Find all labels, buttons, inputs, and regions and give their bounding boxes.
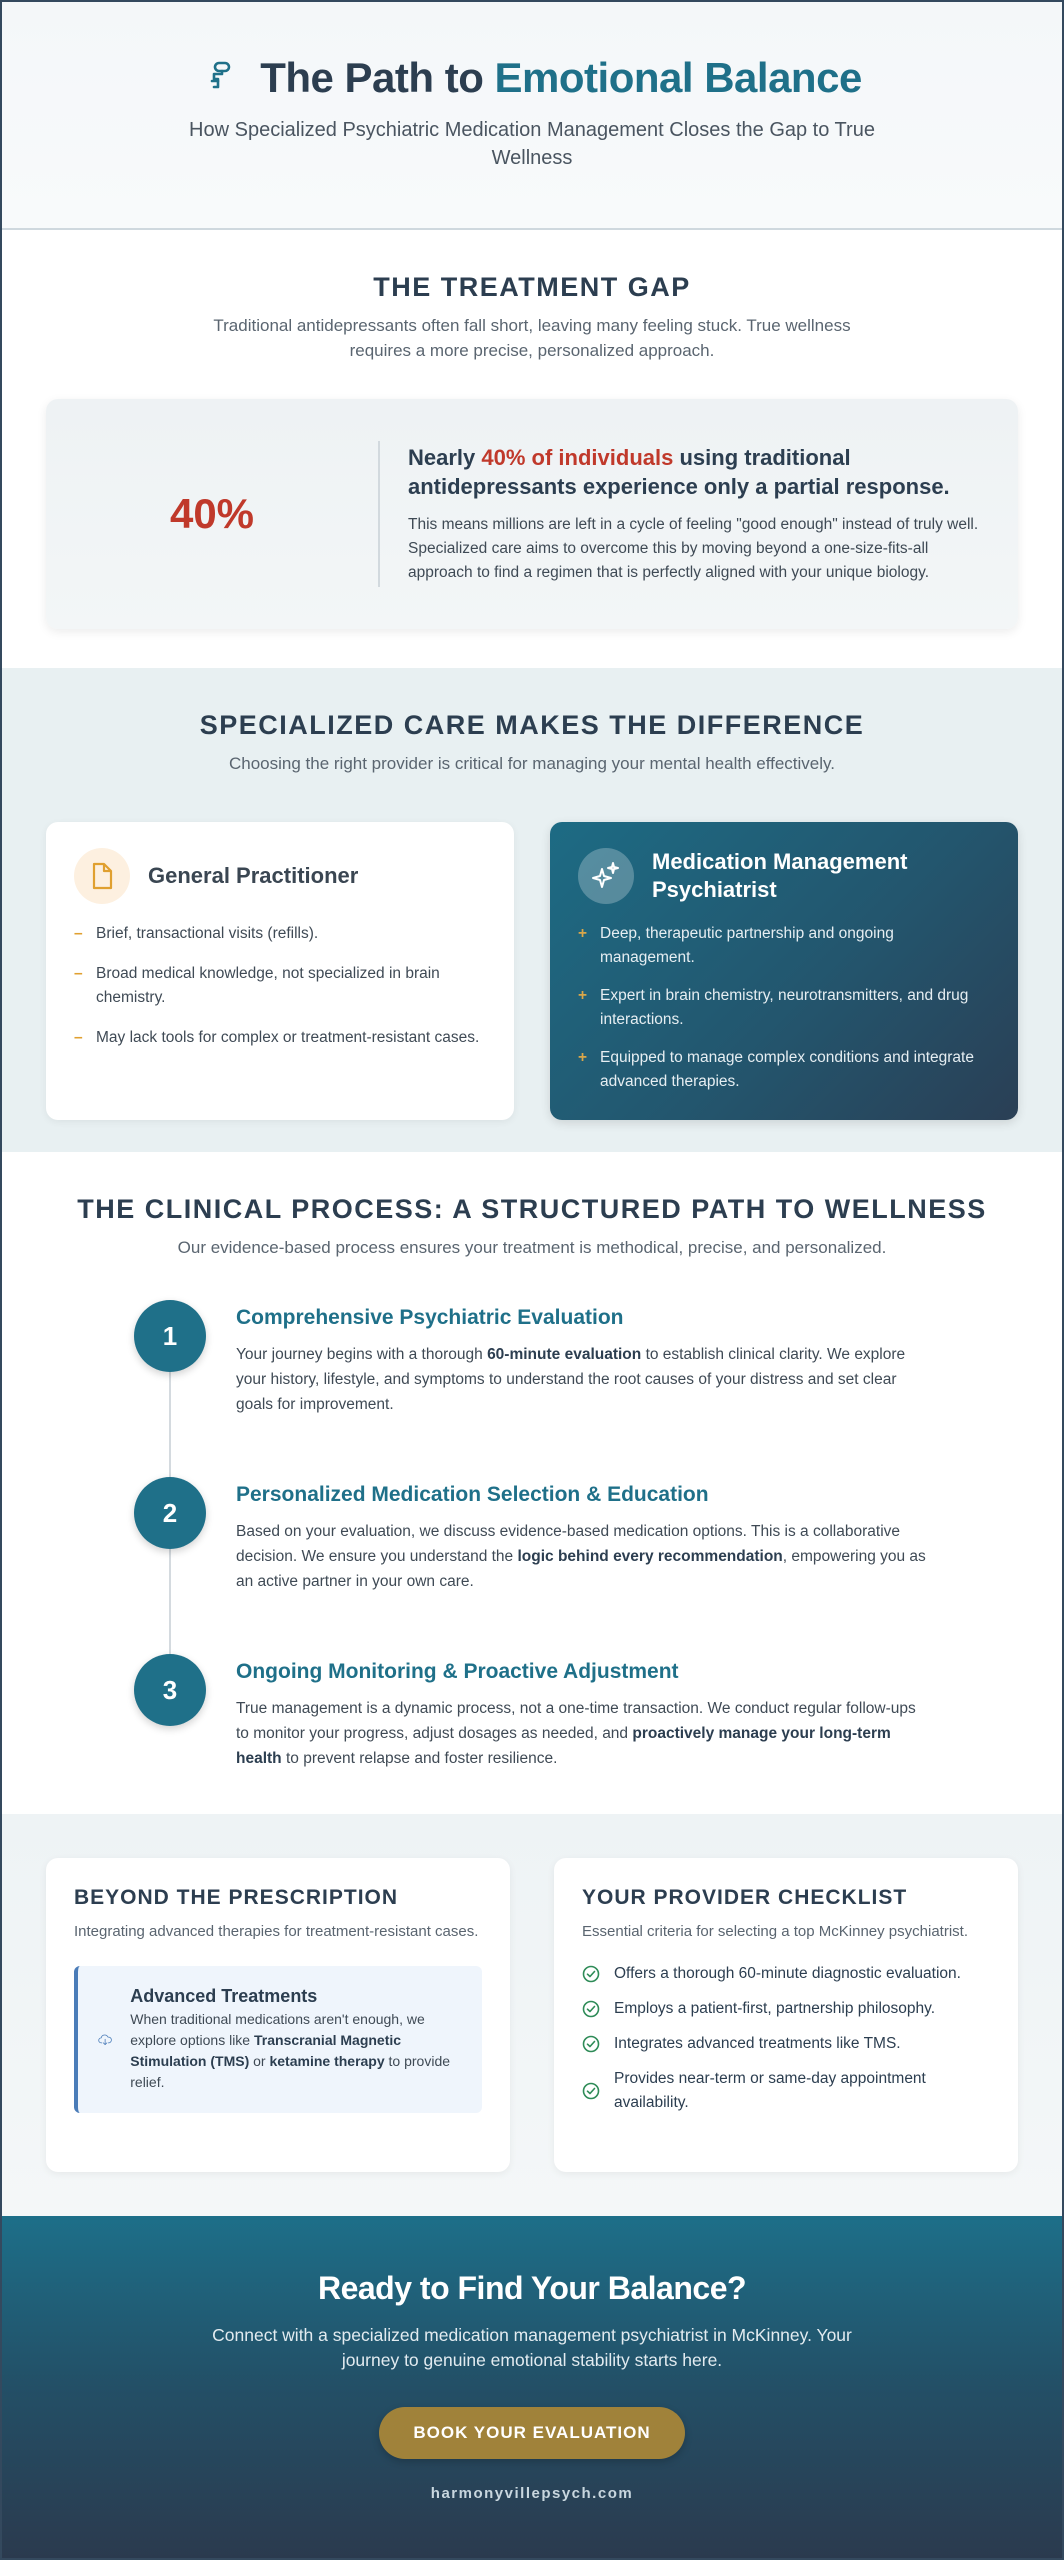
process-step [134, 1654, 934, 1771]
list-item: Employs a patient-first, partnership philosophy. [582, 1997, 990, 2021]
brain-head-icon [202, 60, 238, 96]
cta-title: Ready to Find Your Balance? [317, 2270, 747, 2306]
process-desc: Our evidence-based process ensures your treatment is methodical, precise, and personalized. [177, 1238, 887, 1257]
list-item: + Expert in brain chemistry, neurotransmitters, and drug interactions. [578, 984, 990, 1032]
list-item: + Equipped to manage complex conditions and integrate advanced therapies. [578, 1046, 990, 1094]
dash-bullet: – [74, 1029, 83, 1046]
beyond-title: BEYOND THE PRESCRIPTION [74, 1886, 399, 1909]
step-content [236, 1300, 926, 1477]
treatment-gap-title: THE TREATMENT GAP [373, 272, 691, 302]
process-steps [134, 1300, 934, 1771]
page-subtitle: How Specialized Psychiatric Medication Management Closes the Gap to True Wellness [189, 119, 875, 169]
care-cards [46, 822, 1018, 1120]
clinical-process-section [2, 1152, 1062, 1814]
gap-stat-value: 40% [169, 490, 255, 537]
gp-card-head [74, 848, 486, 904]
gap-text [380, 443, 982, 585]
beyond-card [46, 1858, 510, 2172]
book-evaluation-button[interactable]: BOOK YOUR EVALUATION [379, 2407, 684, 2459]
list-item: – May lack tools for complex or treatment-resistant cases. [74, 1026, 486, 1050]
list-item: Integrates advanced treatments like TMS. [582, 2032, 990, 2056]
process-step [134, 1477, 934, 1654]
gp-list [74, 922, 486, 1050]
title-part1: The Path to [260, 54, 484, 101]
care-title: SPECIALIZED CARE MAKES THE DIFFERENCE [199, 710, 865, 740]
step-number: 3 [134, 1654, 206, 1726]
list-item: + Deep, therapeutic partnership and ongoing management. [578, 922, 990, 970]
step-connector [169, 1372, 171, 1477]
cta-section [2, 2216, 1062, 2560]
list-item: Provides near-term or same-day appointment availability. [582, 2067, 990, 2115]
checklist-card [554, 1858, 1018, 2172]
advanced-title: Advanced Treatments [130, 1986, 318, 2006]
plus-bullet: + [578, 987, 588, 1004]
treatment-gap-section [2, 230, 1062, 668]
check-circle-icon [582, 2035, 600, 2053]
step-content [236, 1654, 926, 1771]
gap-head-highlight: 40% of individuals [481, 445, 674, 470]
beyond-desc: Integrating advanced therapies for treatment-resistant cases. [74, 1923, 479, 1940]
beyond-checklist-section [2, 1814, 1062, 2216]
psy-list [578, 922, 990, 1094]
step-body: True management is a dynamic process, not a one-time transaction. We conduct regular follow-ups to monitor your progress, adjust dosages as needed, and proactively manage your long-term health to prevent relapse and foster resilience. [236, 1700, 916, 1767]
check-circle-icon [582, 2082, 600, 2100]
step-number: 2 [134, 1477, 206, 1549]
list-item: – Brief, transactional visits (refills). [74, 922, 486, 946]
gp-card-title: General Practitioner [148, 863, 359, 888]
psy-card-title: Medication Management Psychiatrist [652, 849, 908, 902]
cloud-download-icon [98, 2023, 112, 2057]
gap-body: This means millions are left in a cycle of feeling "good enough" instead of truly well. Specialized care aims to overcome this by moving beyond a one-size-fits-all approach to find a regimen that is perfectly aligned with your unique biology. [408, 516, 979, 581]
care-desc: Choosing the right provider is critical for managing your mental health effectively. [228, 754, 835, 773]
plus-bullet: + [578, 925, 588, 942]
list-item: Offers a thorough 60-minute diagnostic evaluation. [582, 1962, 990, 1986]
plus-bullet: + [578, 1049, 588, 1066]
step-body: Based on your evaluation, we discuss evidence-based medication options. This is a collaborative decision. We ensure you understand the logic behind every recommendation, empowering you as an active partner in your own care. [236, 1523, 926, 1590]
process-step [134, 1300, 934, 1477]
gap-head-pre: Nearly [408, 445, 476, 470]
step-content [236, 1477, 926, 1654]
checklist [582, 1962, 990, 2115]
psychiatrist-card [550, 822, 1018, 1120]
check-circle-icon [582, 2000, 600, 2018]
advanced-treatments-box [74, 1966, 482, 2113]
website-link[interactable]: harmonyvillepsych.com [430, 2485, 634, 2502]
step-body: Your journey begins with a thorough 60-minute evaluation to establish clinical clarity. We explore your history, lifestyle, and symptoms to understand the root causes of your distress and set clear goals for improvement. [236, 1346, 906, 1413]
psy-card-head [578, 848, 990, 904]
advanced-body: When traditional medications aren't enough, we explore options like Transcranial Magnetic Stimulation (TMS) or ketamine therapy to provide relief. [130, 2011, 451, 2090]
step-connector [169, 1549, 171, 1654]
step-title: Personalized Medication Selection & Education [236, 1483, 709, 1506]
hero-section [2, 2, 1062, 230]
advanced-text [130, 1986, 462, 2093]
gap-stat-card [46, 399, 1018, 629]
gap-head-post: using traditional antidepressants experience only a partial response. [408, 445, 950, 499]
checklist-title: YOUR PROVIDER CHECKLIST [582, 1886, 908, 1909]
list-item: – Broad medical knowledge, not specialized in brain chemistry. [74, 962, 486, 1010]
document-icon [74, 848, 130, 904]
process-title: THE CLINICAL PROCESS: A STRUCTURED PATH TO WELLNESS [77, 1194, 987, 1224]
check-circle-icon [582, 1965, 600, 1983]
title-accent: Emotional Balance [494, 54, 862, 101]
cta-desc: Connect with a specialized medication management psychiatrist in McKinney. Your journey to genuine emotional stability starts here. [212, 2325, 852, 2370]
sparkles-icon [578, 848, 634, 904]
treatment-gap-desc: Traditional antidepressants often fall short, leaving many feeling stuck. True wellness requires a more precise, personalized approach. [213, 316, 851, 360]
step-title: Comprehensive Psychiatric Evaluation [236, 1306, 624, 1329]
dash-bullet: – [74, 925, 83, 942]
page-title [202, 54, 862, 102]
step-title: Ongoing Monitoring & Proactive Adjustment [236, 1660, 679, 1683]
gap-headline [408, 443, 982, 501]
step-number: 1 [134, 1300, 206, 1372]
specialized-care-section [2, 668, 1062, 1152]
dash-bullet: – [74, 965, 83, 982]
checklist-desc: Essential criteria for selecting a top McKinney psychiatrist. [582, 1923, 968, 1940]
gp-card [46, 822, 514, 1120]
